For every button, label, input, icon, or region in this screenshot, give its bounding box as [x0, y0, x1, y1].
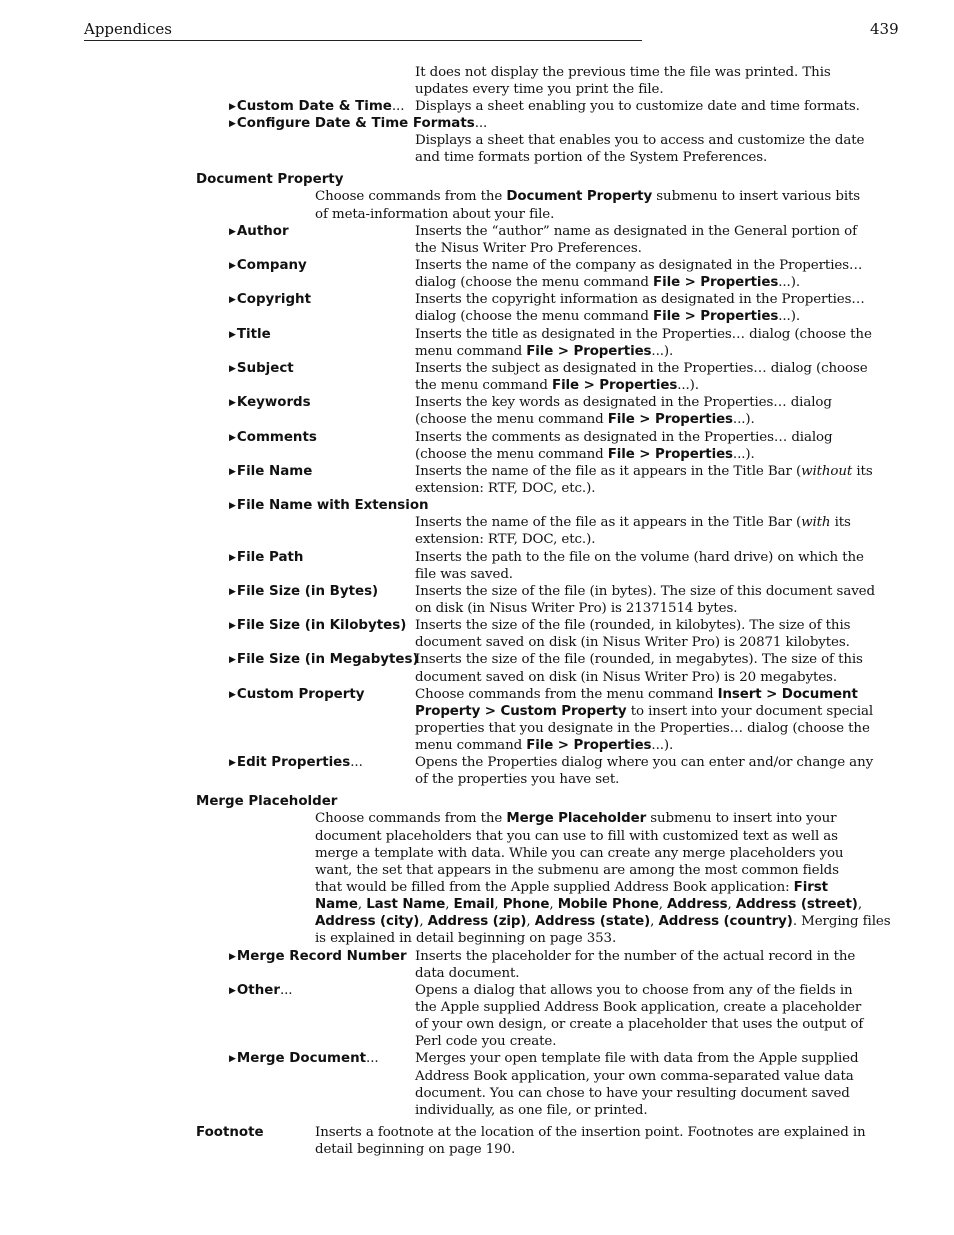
text-line: of meta-information about your file.	[315, 207, 555, 222]
text-line: dialog (choose the menu command File > Properties...).	[415, 275, 800, 290]
text-line: Opens a dialog that allows you to choose from any of the fields in	[415, 983, 853, 998]
text-line: Inserts the comments as designated in the Properties… dialog	[415, 430, 833, 445]
menu-item-label: ▶Configure Date & Time Formats...	[229, 116, 488, 131]
text-line: of the properties you have set.	[415, 772, 620, 787]
text-line: Opens the Properties dialog where you can enter and/or change any	[415, 755, 874, 770]
text-line: menu command File > Properties...).	[415, 344, 674, 359]
text-line: is explained in detail beginning on page 353.	[315, 931, 617, 946]
running-header-section: Appendices	[84, 20, 172, 38]
text-line: of your own design, or create a placeholder that uses the output of	[415, 1017, 864, 1032]
text-line: Address Book application, your own comma-separated value data	[415, 1069, 854, 1084]
text-line: the Nisus Writer Pro Preferences.	[415, 241, 642, 256]
text-line: Inserts the key words as designated in the Properties… dialog	[415, 395, 832, 410]
text-line: document saved on disk (in Nisus Writer Pro) is 20 megabytes.	[415, 670, 837, 685]
text-line: merge a template with data. While you can create any merge placeholders you	[315, 846, 844, 861]
menu-item-label: ▶Copyright	[229, 292, 311, 307]
text-line: Name, Last Name, Email, Phone, Mobile Phone, Address, Address (street),	[315, 897, 862, 912]
menu-item-label: ▶Custom Property	[229, 687, 365, 702]
text-line: properties that you designate in the Properties… dialog (choose the	[415, 721, 870, 736]
text-line: Inserts the “author” name as designated in the General portion of	[415, 224, 857, 239]
text-line: Choose commands from the menu command Insert > Document	[415, 687, 858, 702]
text-line: and time formats portion of the System Preferences.	[415, 150, 768, 165]
menu-item-label: ▶Author	[229, 224, 289, 239]
text-line: the Apple supplied Address Book application, create a placeholder	[415, 1000, 862, 1015]
menu-item-label: ▶Other...	[229, 983, 293, 998]
text-line: Property > Custom Property to insert into your document special	[415, 704, 874, 719]
text-line: extension: RTF, DOC, etc.).	[415, 481, 596, 496]
text-line: that would be filled from the Apple supplied Address Book application: First	[315, 880, 828, 895]
text-line: Address (city), Address (zip), Address (state), Address (country). Merging files	[315, 914, 891, 929]
menu-item-label: ▶File Path	[229, 550, 304, 565]
text-line: Inserts the path to the file on the volume (hard drive) on which the	[415, 550, 864, 565]
page-number: 439	[870, 20, 899, 38]
text-line: Inserts the size of the file (rounded, in kilobytes). The size of this	[415, 618, 851, 633]
menu-item-label: ▶Comments	[229, 430, 317, 445]
text-line: document saved on disk (in Nisus Writer Pro) is 20871 kilobytes.	[415, 635, 850, 650]
text-line: Displays a sheet enabling you to customize date and time formats.	[415, 99, 860, 114]
text-line: document placeholders that you can use to fill with customized text as well as	[315, 829, 838, 844]
header-rule	[84, 40, 642, 41]
text-line: Choose commands from the Merge Placeholder submenu to insert into your	[315, 811, 837, 826]
text-line: Inserts the size of the file (rounded, in megabytes). The size of this	[415, 652, 863, 667]
text-line: individually, as one file, or printed.	[415, 1103, 648, 1118]
text-line: Merges your open template file with data from the Apple supplied	[415, 1051, 859, 1066]
menu-item-label: ▶Keywords	[229, 395, 311, 410]
text-line: Inserts the name of the file as it appears in the Title Bar (without its	[415, 464, 873, 479]
menu-item-label: ▶File Name	[229, 464, 313, 479]
menu-item-label: ▶File Size (in Kilobytes)	[229, 618, 407, 633]
menu-item-label: ▶Edit Properties...	[229, 755, 363, 770]
text-line: Inserts a footnote at the location of the insertion point. Footnotes are explained in	[315, 1125, 866, 1140]
text-line: updates every time you print the file.	[415, 82, 664, 97]
section-heading: Footnote	[196, 1125, 264, 1140]
text-line: Inserts the name of the company as designated in the Properties…	[415, 258, 863, 273]
menu-item-label: ▶File Size (in Bytes)	[229, 584, 379, 599]
text-line: Perl code you create.	[415, 1034, 557, 1049]
menu-item-label: ▶File Size (in Megabytes)	[229, 652, 419, 667]
section-heading: Document Property	[196, 172, 344, 187]
text-line: data document.	[415, 966, 520, 981]
text-line: menu command File > Properties...).	[415, 738, 674, 753]
text-line: dialog (choose the menu command File > Properties...).	[415, 309, 800, 324]
text-line: (choose the menu command File > Properties...).	[415, 412, 755, 427]
text-line: Inserts the subject as designated in the Properties… dialog (choose	[415, 361, 868, 376]
text-line: Choose commands from the Document Property submenu to insert various bits	[315, 189, 861, 204]
text-line: detail beginning on page 190.	[315, 1142, 516, 1157]
text-line: Inserts the name of the file as it appears in the Title Bar (with its	[415, 515, 851, 530]
text-line: document. You can chose to have your resulting document saved	[415, 1086, 850, 1101]
menu-item-label: ▶Title	[229, 327, 271, 342]
text-line: Displays a sheet that enables you to access and customize the date	[415, 133, 865, 148]
text-line: Inserts the title as designated in the Properties… dialog (choose the	[415, 327, 872, 342]
text-line: extension: RTF, DOC, etc.).	[415, 532, 596, 547]
text-line: Inserts the copyright information as designated in the Properties…	[415, 292, 865, 307]
text-line: Inserts the placeholder for the number of the actual record in the	[415, 949, 856, 964]
menu-item-label: ▶Merge Document...	[229, 1051, 379, 1066]
text-line: (choose the menu command File > Properties...).	[415, 447, 755, 462]
menu-item-label: ▶Company	[229, 258, 307, 273]
menu-item-label: ▶File Name with Extension	[229, 498, 429, 513]
text-line: on disk (in Nisus Writer Pro) is 21371514 bytes.	[415, 601, 738, 616]
text-line: Inserts the size of the file (in bytes). The size of this document saved	[415, 584, 875, 599]
text-line: want, the set that appears in the submenu are among the most common fields	[315, 863, 839, 878]
section-heading: Merge Placeholder	[196, 794, 338, 809]
menu-item-label: ▶Merge Record Number	[229, 949, 407, 964]
text-line: It does not display the previous time the file was printed. This	[415, 65, 831, 80]
menu-item-label: ▶Custom Date & Time...	[229, 99, 405, 114]
text-line: file was saved.	[415, 567, 513, 582]
text-line: the menu command File > Properties...).	[415, 378, 699, 393]
menu-item-label: ▶Subject	[229, 361, 294, 376]
